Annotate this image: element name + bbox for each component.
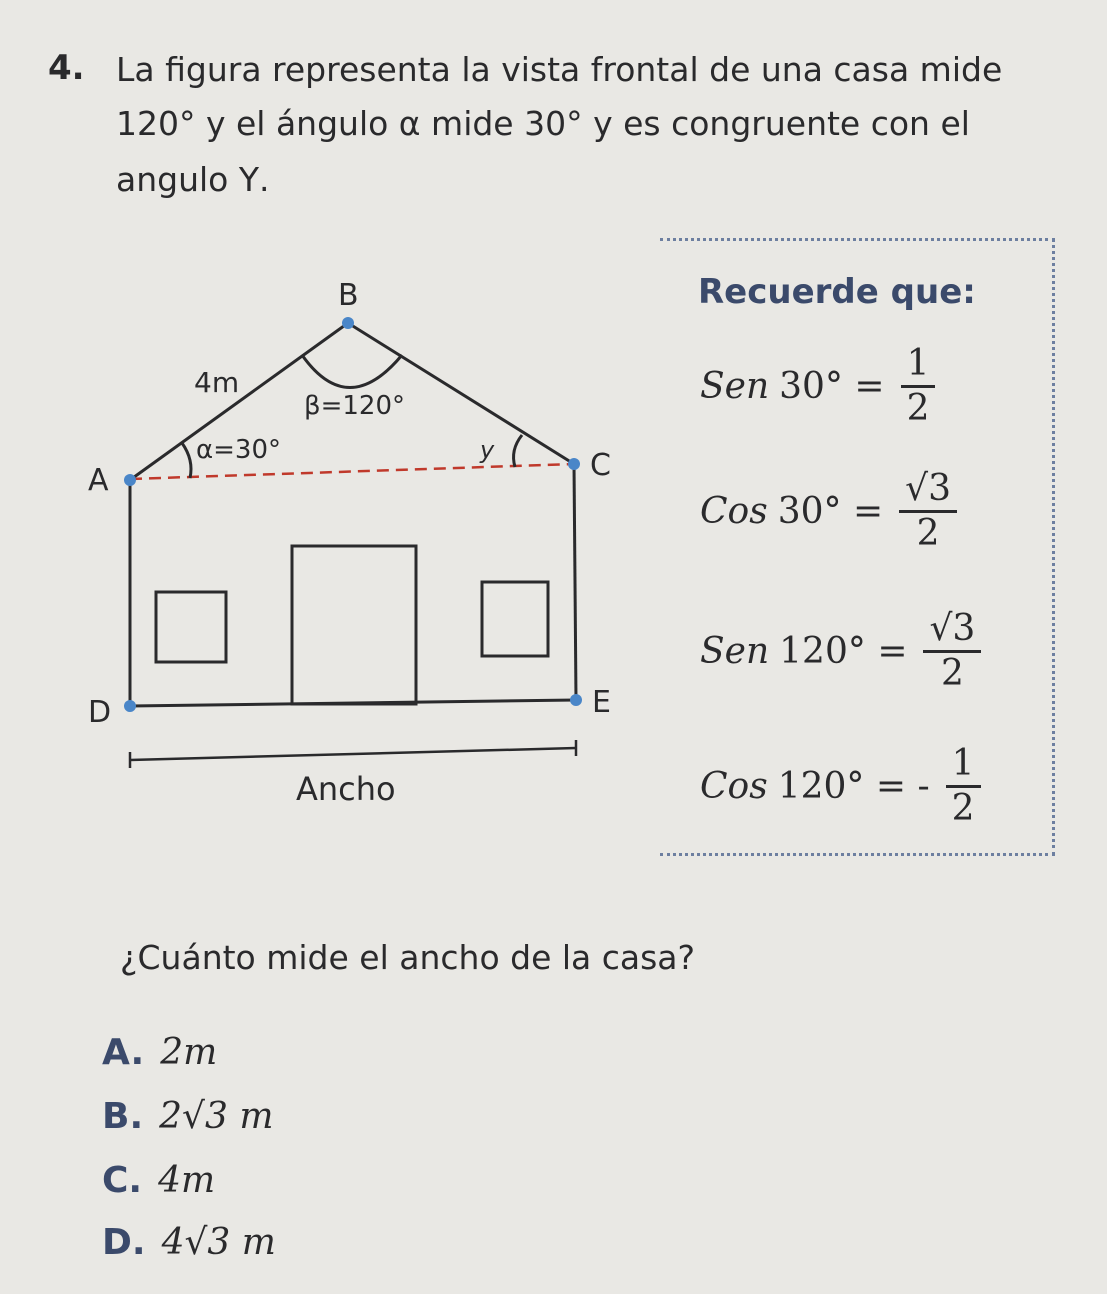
fraction-denominator: 2 <box>940 652 964 694</box>
formula-arg: 30° = <box>777 490 884 532</box>
vertex-c-dot <box>568 458 580 470</box>
formula-cos-30 <box>700 470 957 553</box>
alpha-arc <box>182 443 191 478</box>
option-value: 2m <box>160 1032 218 1073</box>
formula-fn: Cos <box>700 490 768 532</box>
right-wall <box>574 464 576 700</box>
formula-fn: Cos <box>700 765 768 807</box>
dashed-line-ac <box>130 464 574 479</box>
statement-line-3: angulo Υ. <box>116 160 270 199</box>
alpha-label: α=30° <box>196 435 282 465</box>
recall-title: Recuerde que: <box>698 272 976 312</box>
option-letter: D. <box>102 1222 146 1263</box>
fraction-denominator: 2 <box>951 787 975 829</box>
fraction <box>923 610 981 693</box>
fraction <box>946 745 981 828</box>
option-d[interactable] <box>102 1222 276 1263</box>
formula-arg: 120° = <box>779 630 908 672</box>
right-window <box>482 582 548 656</box>
option-value: 2√3 m <box>159 1096 274 1137</box>
width-measure-line <box>130 748 576 760</box>
vertex-e-dot <box>570 694 582 706</box>
formula-cos-120 <box>700 745 981 828</box>
label-a: A <box>88 463 109 498</box>
label-d: D <box>88 695 112 730</box>
formula-fn: Sen <box>700 365 770 407</box>
gamma-label: y <box>480 436 495 464</box>
question-number: 4. <box>48 48 85 88</box>
vertex-a-dot <box>124 474 136 486</box>
label-c: C <box>590 448 611 483</box>
fraction-numerator: 1 <box>946 745 981 788</box>
gamma-arc <box>514 435 522 467</box>
formula-sen-30 <box>700 345 935 428</box>
option-letter: A. <box>102 1032 145 1073</box>
fraction-numerator: √3 <box>899 470 957 513</box>
side-length-label: 4m <box>194 366 240 399</box>
fraction-denominator: 2 <box>906 387 930 429</box>
fraction <box>899 470 957 553</box>
fraction-numerator: 1 <box>901 345 936 388</box>
vertex-d-dot <box>124 700 136 712</box>
house-diagram <box>0 0 660 840</box>
vertex-b-dot <box>342 317 354 329</box>
option-letter: B. <box>102 1096 144 1137</box>
width-label: Ancho <box>296 770 396 808</box>
option-value: 4m <box>158 1160 216 1201</box>
option-letter: C. <box>102 1160 143 1201</box>
formula-arg: 120° = - <box>777 765 930 807</box>
option-value: 4√3 m <box>161 1222 276 1263</box>
label-b: B <box>338 278 359 313</box>
fraction <box>901 345 936 428</box>
beta-arc <box>302 355 402 388</box>
statement-line-1: La figura representa la vista frontal de una casa mide <box>116 50 1003 89</box>
beta-label: β=120° <box>304 391 406 421</box>
option-a[interactable] <box>102 1032 217 1073</box>
question-text: ¿Cuánto mide el ancho de la casa? <box>120 938 696 977</box>
label-e: E <box>592 685 611 720</box>
formula-arg: 30° = <box>779 365 885 407</box>
fraction-denominator: 2 <box>916 512 940 554</box>
statement-line-2: 120° y el ángulo α mide 30° y es congruente con el <box>116 104 970 143</box>
option-c[interactable] <box>102 1160 215 1201</box>
formula-sen-120 <box>700 610 981 693</box>
formula-fn: Sen <box>700 630 770 672</box>
door <box>292 546 416 704</box>
fraction-numerator: √3 <box>923 610 981 653</box>
left-window <box>156 592 226 662</box>
option-b[interactable] <box>102 1096 273 1137</box>
